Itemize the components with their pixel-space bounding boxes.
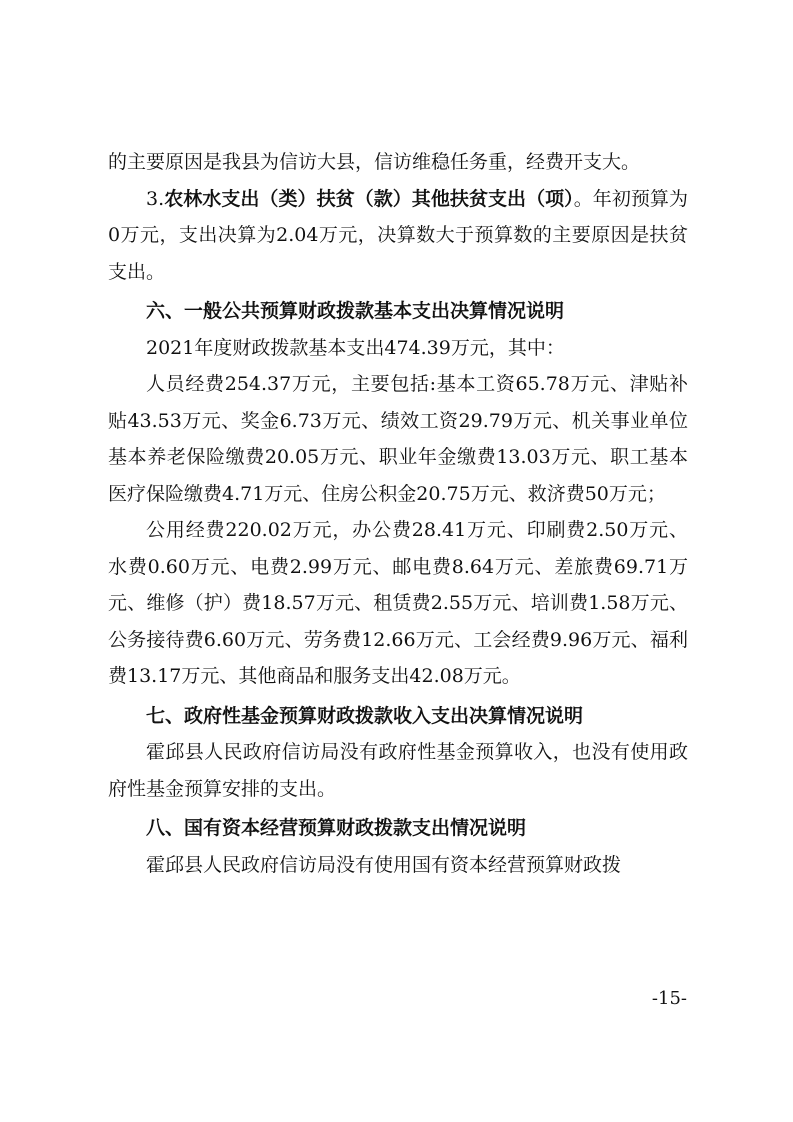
section-heading-8: 八、国有资本经营预算财政拨款支出情况说明 (146, 817, 527, 839)
document-body (108, 144, 688, 883)
paragraph-continuation: 的主要原因是我县为信访大县，信访维稳任务重，经费开支大。 (108, 151, 641, 173)
item-title: 农林水支出（类）扶贫（款）其他扶贫支出（项） (164, 187, 574, 210)
section-heading-7: 七、政府性基金预算财政拨款收入支出决算情况说明 (146, 704, 584, 727)
paragraph-personnel-expenses: 人员经费254.37万元，主要包括:基本工资65.78万元、津贴补贴43.53万元、奖金6.73万元、绩效工资29.79万元、机关事业单位基本养老保险缴费20.05万元、职业年金缴费13.03万元、职工基本医疗保险缴费4.71万元、住房公积金20.75万元、救济费50万元； (108, 373, 688, 505)
section-heading-6: 六、一般公共预算财政拨款基本支出决算情况说明 (146, 300, 565, 322)
item-body: 。年初预算为0万元，支出决算为2.04万元，决算数大于预算数的主要原因是扶贫支出。 (108, 187, 688, 283)
page-number: -15- (651, 988, 687, 1009)
item-number: 3. (146, 187, 165, 210)
paragraph-state-capital: 霍邱县人民政府信访局没有使用国有资本经营预算财政拨 (146, 853, 622, 876)
paragraph-basic-expenditure: 2021年度财政拨款基本支出474.39万元，其中： (146, 336, 565, 359)
paragraph-government-fund: 霍邱县人民政府信访局没有政府性基金预算收入，也没有使用政府性基金预算安排的支出。 (108, 741, 688, 800)
paragraph-item-3 (108, 181, 688, 291)
paragraph-public-expenses: 公用经费220.02万元，办公费28.41万元、印刷费2.50万元、水费0.60万元、电费2.99万元、邮电费8.64万元、差旅费69.71万元、维修（护）费18.57万元、租赁费2.55万元、培训费1.58万元、公务接待费6.60万元、劳务费12.66万元、工会经费9.96万元、福利费13.17万元、其他商品和服务支出42.08万元。 (108, 519, 688, 687)
